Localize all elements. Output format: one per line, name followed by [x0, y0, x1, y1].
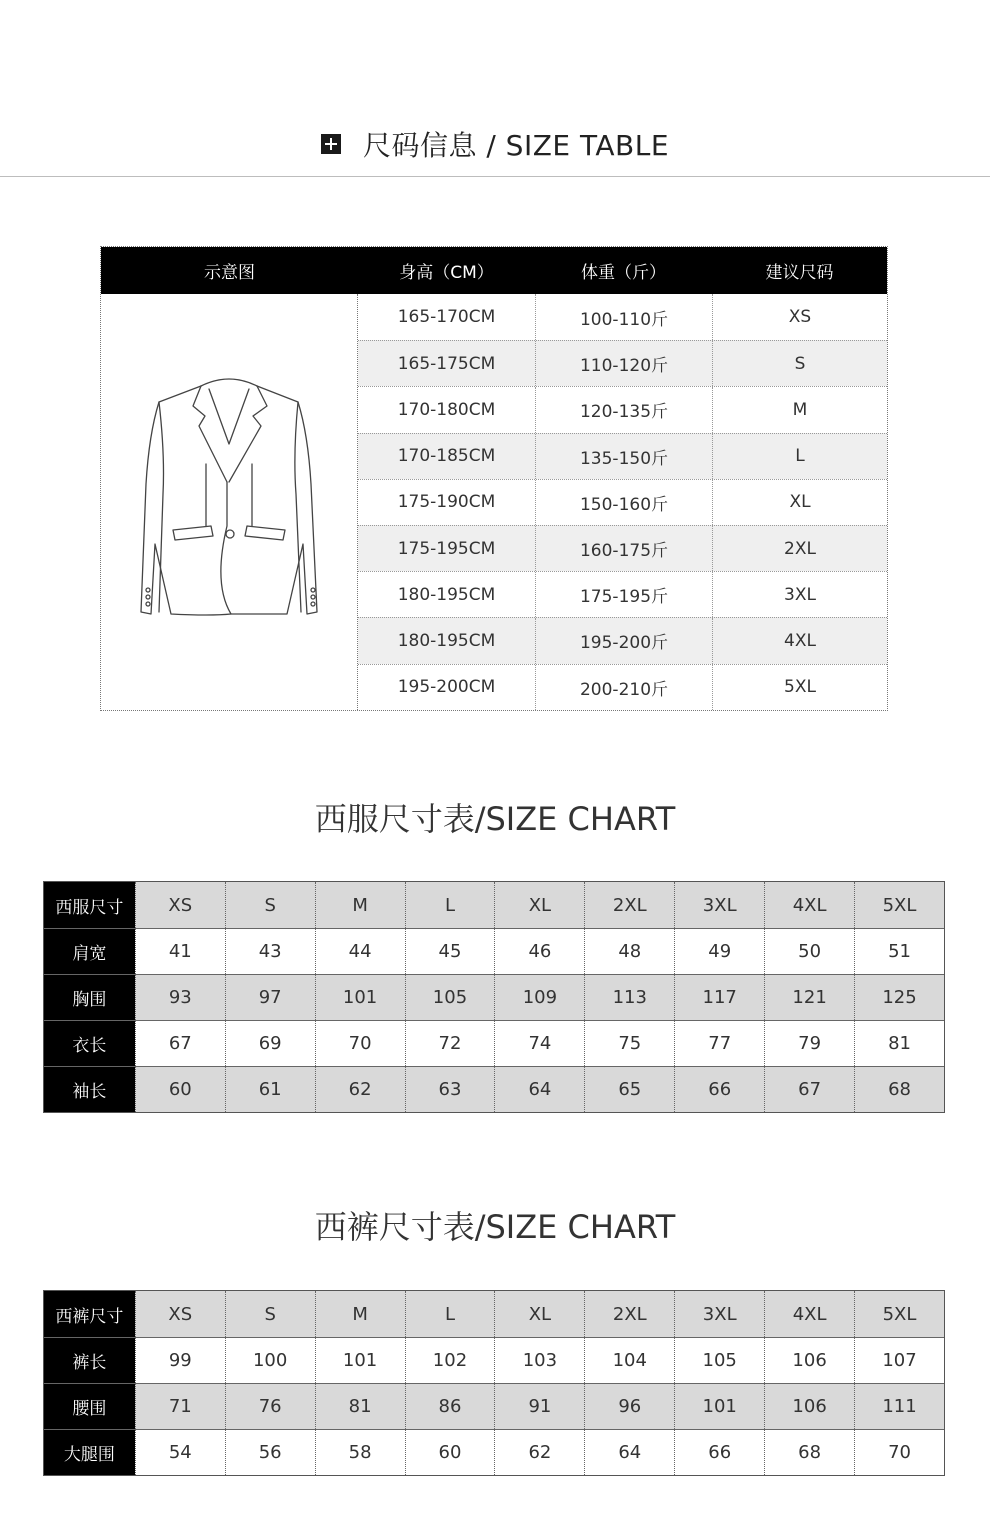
value-cell: 113: [584, 975, 674, 1020]
size-header-cell: XS: [135, 1291, 225, 1337]
weight-cell: 200-210斤: [535, 665, 712, 710]
size-header-cell: S: [225, 1291, 315, 1337]
value-cell: 67: [764, 1067, 854, 1112]
table-row: [358, 386, 887, 432]
row-label: 胸围: [44, 975, 135, 1020]
table-row: [358, 479, 887, 525]
value-cell: 60: [405, 1430, 495, 1475]
size-table-body: [358, 294, 887, 710]
pants-chart-table: [43, 1290, 945, 1476]
table-row: [358, 571, 887, 617]
table-row: [44, 1291, 944, 1337]
col-illustration: 示意图: [204, 263, 255, 283]
size-cell: XS: [712, 294, 887, 340]
size-header-cell: XL: [494, 882, 584, 928]
size-header-cell: 5XL: [854, 882, 944, 928]
value-cell: 101: [315, 975, 405, 1020]
weight-cell: 160-175斤: [535, 526, 712, 571]
value-cell: 64: [584, 1430, 674, 1475]
size-header-cell: 2XL: [584, 1291, 674, 1337]
value-cell: 66: [674, 1430, 764, 1475]
value-cell: 48: [584, 929, 674, 974]
value-cell: 125: [854, 975, 944, 1020]
value-cell: 103: [494, 1338, 584, 1383]
value-cell: 109: [494, 975, 584, 1020]
table-row: [44, 974, 944, 1020]
weight-cell: 175-195斤: [535, 572, 712, 617]
value-cell: 76: [225, 1384, 315, 1429]
value-cell: 69: [225, 1021, 315, 1066]
height-cell: 175-195CM: [397, 538, 496, 559]
value-cell: 70: [854, 1430, 944, 1475]
value-cell: 81: [854, 1021, 944, 1066]
weight-cell: 195-200斤: [535, 618, 712, 663]
value-cell: 45: [405, 929, 495, 974]
page-header: [0, 118, 990, 170]
value-cell: 97: [225, 975, 315, 1020]
value-cell: 107: [854, 1338, 944, 1383]
height-cell: 170-180CM: [397, 399, 496, 420]
value-cell: 56: [225, 1430, 315, 1475]
row-label: 腰围: [44, 1384, 135, 1429]
value-cell: 70: [315, 1021, 405, 1066]
size-header-cell: 3XL: [674, 882, 764, 928]
height-cell: 180-195CM: [397, 584, 496, 605]
value-cell: 67: [135, 1021, 225, 1066]
weight-cell: 135-150斤: [535, 434, 712, 479]
value-cell: 43: [225, 929, 315, 974]
value-cell: 93: [135, 975, 225, 1020]
page-title: 尺码信息 / SIZE TABLE: [362, 129, 670, 162]
size-cell: 5XL: [712, 665, 887, 710]
value-cell: 49: [674, 929, 764, 974]
suit-jacket-icon: [101, 294, 358, 710]
value-cell: 64: [494, 1067, 584, 1112]
value-cell: 105: [674, 1338, 764, 1383]
row-label: 肩宽: [44, 929, 135, 974]
table-row: [358, 617, 887, 663]
size-header-cell: L: [405, 1291, 495, 1337]
size-cell: XL: [712, 480, 887, 525]
value-cell: 62: [315, 1067, 405, 1112]
header-divider: [0, 176, 990, 177]
value-cell: 96: [584, 1384, 674, 1429]
table-row: [44, 928, 944, 974]
value-cell: 46: [494, 929, 584, 974]
illustration-cell: [101, 294, 358, 710]
height-cell: 170-185CM: [397, 446, 496, 467]
height-cell: 175-190CM: [397, 492, 496, 513]
height-cell: 180-195CM: [397, 630, 496, 651]
size-cell: 2XL: [712, 526, 887, 571]
value-cell: 41: [135, 929, 225, 974]
value-cell: 77: [674, 1021, 764, 1066]
size-cell: S: [712, 341, 887, 386]
size-header-cell: 4XL: [764, 882, 854, 928]
value-cell: 106: [764, 1384, 854, 1429]
value-cell: 91: [494, 1384, 584, 1429]
col-size: 建议尺码: [765, 263, 834, 283]
value-cell: 68: [764, 1430, 854, 1475]
value-cell: 79: [764, 1021, 854, 1066]
size-header-cell: 3XL: [674, 1291, 764, 1337]
size-table-header: [101, 247, 887, 294]
value-cell: 111: [854, 1384, 944, 1429]
value-cell: 65: [584, 1067, 674, 1112]
value-cell: 71: [135, 1384, 225, 1429]
pants-chart-title: 西裤尺寸表/SIZE CHART: [314, 1208, 676, 1246]
size-header-cell: S: [225, 882, 315, 928]
height-cell: 165-170CM: [397, 307, 496, 328]
table-row: [44, 1429, 944, 1475]
size-cell: L: [712, 434, 887, 479]
value-cell: 101: [315, 1338, 405, 1383]
table-row: [358, 340, 887, 386]
weight-cell: 150-160斤: [535, 480, 712, 525]
value-cell: 121: [764, 975, 854, 1020]
size-cell: 3XL: [712, 572, 887, 617]
row-label: 袖长: [44, 1067, 135, 1112]
value-cell: 58: [315, 1430, 405, 1475]
size-table: [100, 246, 888, 711]
size-header-cell: 2XL: [584, 882, 674, 928]
value-cell: 100: [225, 1338, 315, 1383]
row-label: 裤长: [44, 1338, 135, 1383]
row-label: 西服尺寸: [44, 882, 135, 928]
table-row: [44, 882, 944, 928]
table-row: [358, 294, 887, 340]
table-row: [44, 1066, 944, 1112]
size-header-cell: L: [405, 882, 495, 928]
col-height: 身高（CM）: [399, 263, 494, 283]
weight-cell: 110-120斤: [535, 341, 712, 386]
value-cell: 68: [854, 1067, 944, 1112]
suit-chart-title: 西服尺寸表/SIZE CHART: [314, 800, 676, 838]
size-header-cell: XL: [494, 1291, 584, 1337]
row-label: 西裤尺寸: [44, 1291, 135, 1337]
value-cell: 75: [584, 1021, 674, 1066]
value-cell: 105: [405, 975, 495, 1020]
size-header-cell: XS: [135, 882, 225, 928]
plus-square-icon: [321, 134, 341, 154]
value-cell: 101: [674, 1384, 764, 1429]
value-cell: 50: [764, 929, 854, 974]
value-cell: 63: [405, 1067, 495, 1112]
table-row: [358, 525, 887, 571]
value-cell: 51: [854, 929, 944, 974]
table-row: [44, 1337, 944, 1383]
value-cell: 74: [494, 1021, 584, 1066]
row-label: 大腿围: [44, 1430, 135, 1475]
value-cell: 104: [584, 1338, 674, 1383]
table-row: [358, 433, 887, 479]
weight-cell: 100-110斤: [535, 294, 712, 340]
value-cell: 61: [225, 1067, 315, 1112]
value-cell: 72: [405, 1021, 495, 1066]
size-cell: 4XL: [712, 618, 887, 663]
table-row: [44, 1020, 944, 1066]
col-weight: 体重（斤）: [581, 263, 666, 283]
height-cell: 195-200CM: [397, 677, 496, 698]
value-cell: 81: [315, 1384, 405, 1429]
value-cell: 106: [764, 1338, 854, 1383]
size-header-cell: M: [315, 882, 405, 928]
value-cell: 54: [135, 1430, 225, 1475]
table-row: [44, 1383, 944, 1429]
value-cell: 62: [494, 1430, 584, 1475]
value-cell: 44: [315, 929, 405, 974]
row-label: 衣长: [44, 1021, 135, 1066]
value-cell: 86: [405, 1384, 495, 1429]
weight-cell: 120-135斤: [535, 387, 712, 432]
value-cell: 102: [405, 1338, 495, 1383]
value-cell: 66: [674, 1067, 764, 1112]
height-cell: 165-175CM: [397, 353, 496, 374]
value-cell: 60: [135, 1067, 225, 1112]
value-cell: 99: [135, 1338, 225, 1383]
value-cell: 117: [674, 975, 764, 1020]
size-cell: M: [712, 387, 887, 432]
size-header-cell: 4XL: [764, 1291, 854, 1337]
table-row: [358, 664, 887, 710]
suit-chart-table: [43, 881, 945, 1113]
size-header-cell: M: [315, 1291, 405, 1337]
size-header-cell: 5XL: [854, 1291, 944, 1337]
